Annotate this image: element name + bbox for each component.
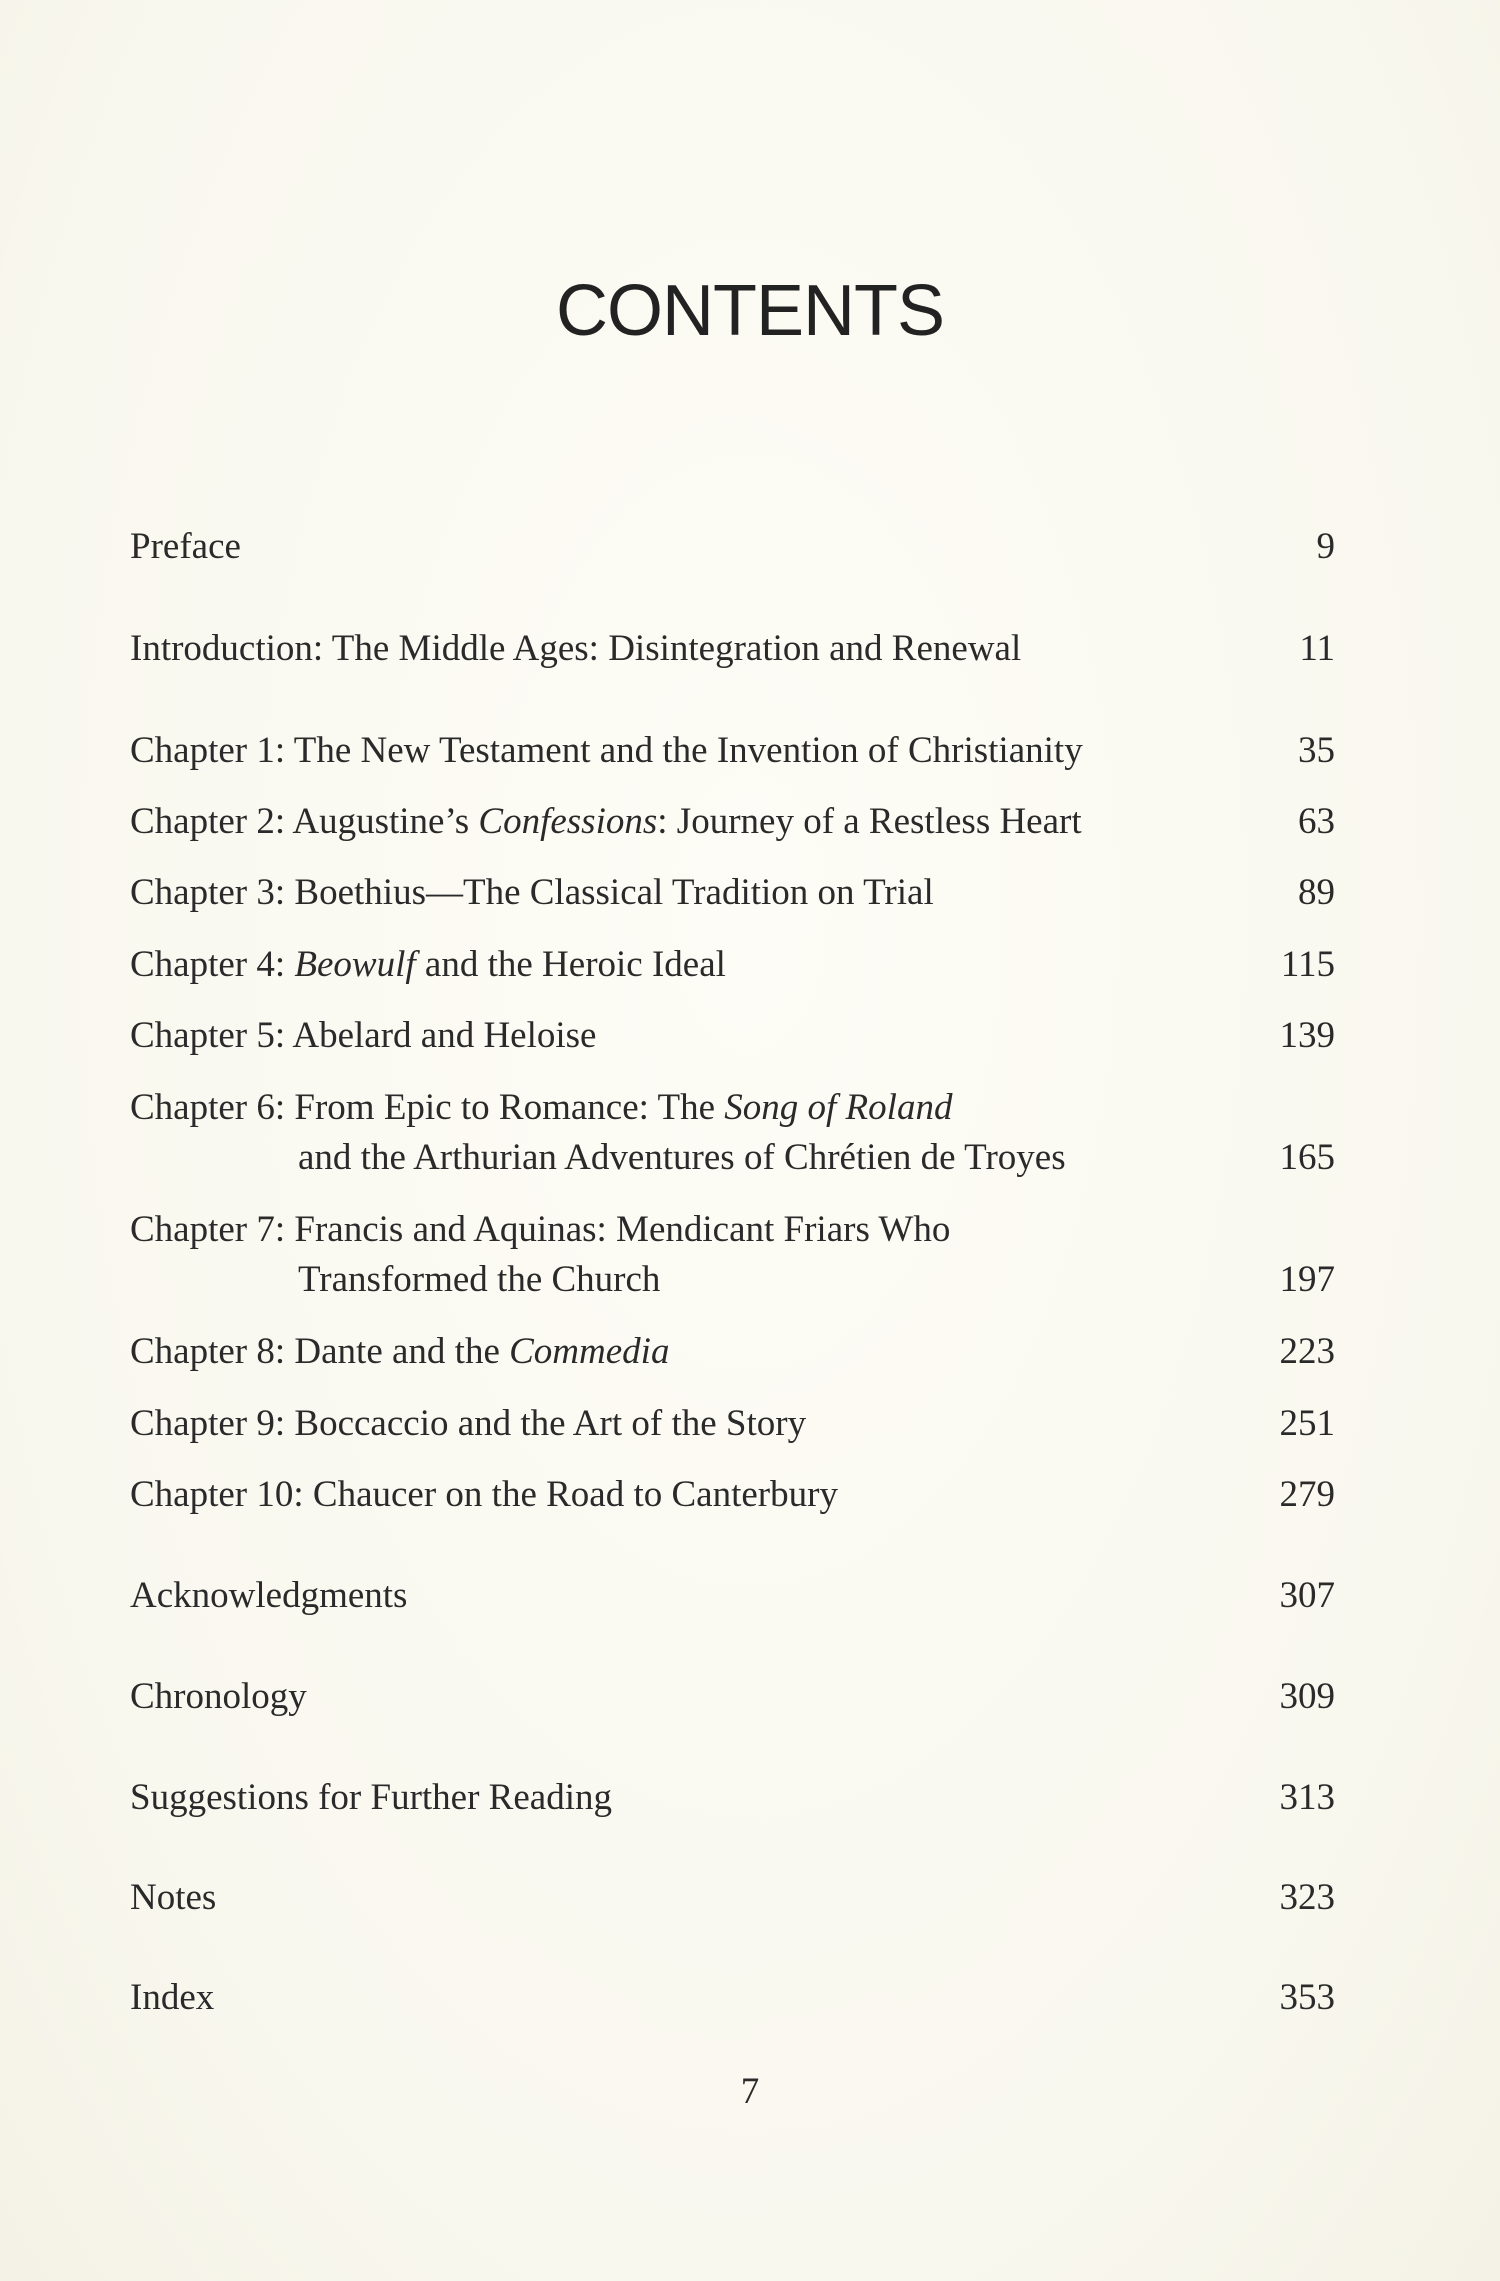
toc-page-number: 309 xyxy=(1279,1676,1335,1717)
toc-page-number: 9 xyxy=(1316,526,1335,567)
toc-page-number: 251 xyxy=(1279,1403,1335,1444)
toc-entry-label: Suggestions for Further Reading xyxy=(130,1777,612,1818)
toc-page-number: 11 xyxy=(1299,628,1335,669)
toc-page-number: 279 xyxy=(1279,1474,1335,1515)
toc-entry-label: Chapter 5: Abelard and Heloise xyxy=(130,1015,597,1056)
toc-page-number: 63 xyxy=(1298,801,1335,842)
toc-page-number: 35 xyxy=(1298,730,1335,771)
toc-page-number: 89 xyxy=(1298,872,1335,913)
page-title: CONTENTS xyxy=(556,271,944,351)
toc-entry-label: Chapter 1: The New Testament and the Invention of Christianity xyxy=(130,730,1083,771)
toc-entry-label: Chapter 10: Chaucer on the Road to Canterbury xyxy=(130,1474,838,1515)
toc-entry-label: Chapter 6: From Epic to Romance: The Song of Roland xyxy=(130,1087,953,1128)
toc-entry-label: Introduction: The Middle Ages: Disintegration and Renewal xyxy=(130,628,1022,669)
toc-entry-label: Chapter 3: Boethius—The Classical Tradition on Trial xyxy=(130,872,934,913)
toc-entry-label: Chapter 9: Boccaccio and the Art of the Story xyxy=(130,1403,807,1444)
toc-page-number: 223 xyxy=(1279,1331,1335,1372)
page-folio: 7 xyxy=(740,2071,760,2112)
toc-entry-label: Index xyxy=(130,1977,215,2018)
toc-page-number: 323 xyxy=(1279,1877,1335,1918)
toc-page-number: 115 xyxy=(1280,944,1335,985)
toc-page-number: 197 xyxy=(1279,1259,1335,1300)
toc-page-number: 165 xyxy=(1279,1137,1335,1178)
toc-page-number: 139 xyxy=(1279,1015,1335,1056)
toc-entry-label: Preface xyxy=(130,526,241,567)
toc-entry-label: Acknowledgments xyxy=(130,1575,408,1616)
toc-entry-label: Chapter 2: Augustine’s Confessions: Journey of a Restless Heart xyxy=(130,801,1082,842)
toc-entry-label: Notes xyxy=(130,1877,217,1918)
toc-page-number: 307 xyxy=(1279,1575,1335,1616)
toc-entry-label: Chronology xyxy=(130,1676,307,1717)
toc-entry-label: Chapter 4: Beowulf and the Heroic Ideal xyxy=(130,944,726,985)
toc-entry-label: Chapter 8: Dante and the Commedia xyxy=(130,1331,670,1372)
toc-page-number: 353 xyxy=(1279,1977,1335,2018)
toc-entry-label: Chapter 7: Francis and Aquinas: Mendicant Friars Who xyxy=(130,1209,951,1250)
toc-entry-label-continued: Transformed the Church xyxy=(298,1259,661,1300)
toc-entry-label-continued: and the Arthurian Adventures of Chrétien de Troyes xyxy=(298,1137,1066,1178)
toc-page-number: 313 xyxy=(1279,1777,1335,1818)
